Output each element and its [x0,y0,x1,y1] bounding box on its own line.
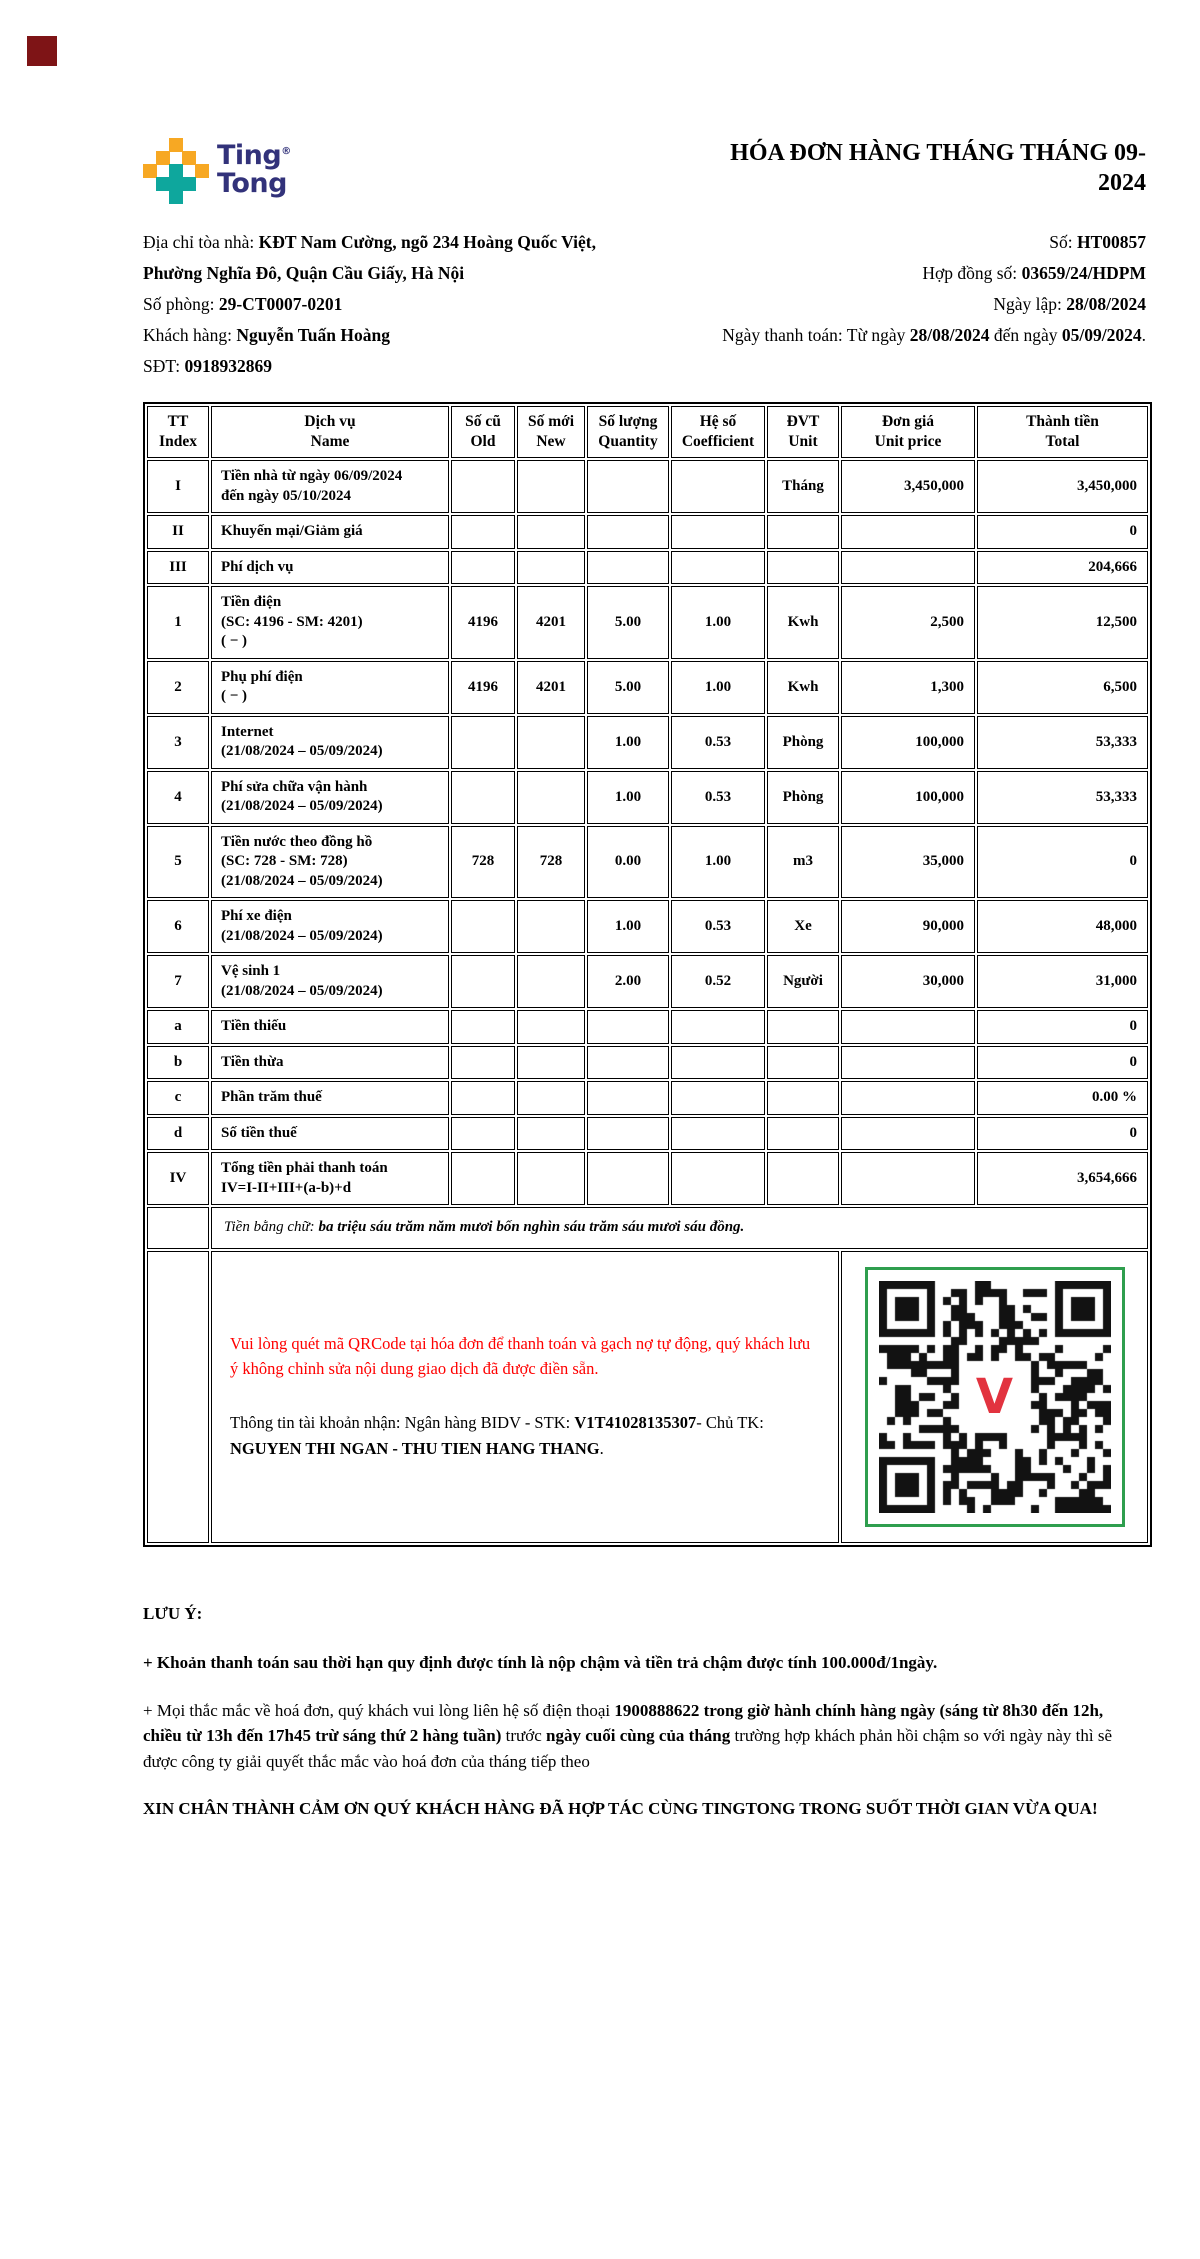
total-cell: 0 [977,1117,1148,1151]
tingtong-logo-icon [143,138,208,203]
total-cell: 6,500 [977,661,1148,714]
coefficient-cell [671,515,765,549]
quantity-cell: 0.00 [587,826,669,899]
table-row [147,771,1148,824]
table-row [147,515,1148,549]
total-cell: 0 [977,1046,1148,1080]
row-index-cell: II [147,515,209,549]
text-segment: . [1141,325,1146,345]
info-left-column [143,227,596,382]
old-reading-cell [451,1117,515,1151]
text-segment: SĐT: [143,356,185,376]
unit-price-cell: 90,000 [841,900,975,953]
text-segment: . [599,1438,604,1458]
thank-you-line: XIN CHÂN THÀNH CẢM ƠN QUÝ KHÁCH HÀNG ĐÃ HỢP TÁC CÙNG TINGTONG TRONG SUỐT THỜI GIAN VỪA QUA! [143,1799,1098,1819]
invoice-header [143,138,1146,203]
new-reading-cell: 728 [517,826,585,899]
col-header-total: Thành tiền Total [977,406,1148,458]
logo-pixel [156,177,170,191]
qr-code-cell [841,1251,1148,1543]
table-row [147,1117,1148,1151]
logo-pixel [156,151,170,165]
wordmark-line1: Ting [217,140,282,171]
text-segment: Thông tin tài khoản nhận: Ngân hàng BIDV - STK: [230,1412,575,1432]
quantity-cell [587,551,669,585]
service-name-line: đến ngày 05/10/2024 [221,487,352,504]
service-name-line: Tiền nước theo đồng hồ [221,833,373,850]
table-row [147,1152,1148,1205]
unit-cell [767,1046,839,1080]
table-row [147,716,1148,769]
old-reading-cell [451,1046,515,1080]
row-index-cell: 1 [147,586,209,659]
col-header-index: TT Index [147,406,209,458]
new-reading-cell [517,1152,585,1205]
col-header-name: Dịch vụ Name [211,406,449,458]
total-cell: 31,000 [977,955,1148,1008]
text-segment: 29-CT0007-0201 [218,294,343,314]
wordmark-line2: Tong [217,168,287,199]
total-cell: 3,654,666 [977,1152,1148,1205]
service-name-line: Phí xe điện [221,908,292,925]
text-segment: Địa chỉ tòa nhà: [143,232,259,252]
coefficient-cell [671,1117,765,1151]
coefficient-cell [671,1010,765,1044]
total-cell: 0 [977,1010,1148,1044]
phone-line [143,351,596,382]
row-index-cell: 2 [147,661,209,714]
invoice-table-footer [147,1207,1148,1543]
invoice-table-head [147,406,1148,458]
invoice-content [143,0,1146,1844]
invoice-number-line [722,227,1146,258]
total-cell: 0 [977,826,1148,899]
unit-price-cell [841,1046,975,1080]
corner-marker [27,36,57,66]
text-segment: + Mọi thắc mắc về hoá đơn, quý khách vui lòng liên hệ số điện thoại [143,1700,615,1720]
service-name-line: Phí sửa chữa vận hành [221,778,368,795]
row-index-cell: 7 [147,955,209,1008]
service-name-line: Phí dịch vụ [221,558,294,575]
customer-name-line [143,320,596,351]
payment-date-line [722,320,1146,351]
unit-price-cell [841,1152,975,1205]
unit-cell [767,1010,839,1044]
table-row [147,661,1148,714]
service-name-line: Tiền thừa [221,1053,284,1070]
coefficient-cell [671,1046,765,1080]
unit-price-cell [841,515,975,549]
text-segment: 03659/24/HDPM [1021,263,1146,283]
vietqr-heart-icon: V [975,1368,1014,1425]
service-name-cell [211,460,449,513]
quantity-cell [587,1081,669,1115]
quantity-cell [587,1152,669,1205]
new-reading-cell [517,955,585,1008]
coefficient-cell: 0.53 [671,771,765,824]
new-reading-cell: 4201 [517,661,585,714]
text-segment: đến ngày [989,325,1062,345]
service-name-line: (21/08/2024 – 05/09/2024) [221,927,383,944]
unit-price-cell: 100,000 [841,771,975,824]
unit-cell: m3 [767,826,839,899]
service-name-line: Phần trăm thuế [221,1089,322,1106]
service-name-line: Internet [221,723,274,740]
row-index-cell: 6 [147,900,209,953]
building-address-line2 [143,258,596,289]
row-index-cell: d [147,1117,209,1151]
service-name-cell [211,1152,449,1205]
col-header-old: Số cũ Old [451,406,515,458]
table-row [147,586,1148,659]
coefficient-cell: 0.52 [671,955,765,1008]
old-reading-cell [451,551,515,585]
qr-code [865,1267,1125,1527]
text-segment: HT00857 [1076,232,1146,252]
qr-row [147,1251,1148,1543]
quantity-cell [587,1010,669,1044]
service-name-line: (21/08/2024 – 05/09/2024) [221,872,383,889]
row-index-cell: 5 [147,826,209,899]
qr-payment-warning: Vui lòng quét mã QRCode tại hóa đơn để thanh toán và gạch nợ tự động, quý khách lưu ý không chỉnh sửa nội dung giao dịch đã được điền sẵn. [230,1334,811,1379]
unit-price-cell [841,1117,975,1151]
coefficient-cell: 0.53 [671,716,765,769]
logo-pixel [169,138,183,152]
quantity-cell: 1.00 [587,716,669,769]
service-name-line: Vệ sinh 1 [221,963,281,980]
service-name-cell [211,661,449,714]
old-reading-cell [451,716,515,769]
table-row [147,1010,1148,1044]
col-header-quantity: Số lượng Quantity [587,406,669,458]
new-reading-cell [517,1046,585,1080]
service-name-cell [211,716,449,769]
service-name-line: ( − ) [221,688,248,705]
row-index-cell: IV [147,1152,209,1205]
text-segment: V1T41028135307 [574,1412,697,1432]
info-right-column [722,227,1146,382]
table-row [147,826,1148,899]
coefficient-cell: 1.00 [671,826,765,899]
table-row [147,955,1148,1008]
unit-price-cell [841,551,975,585]
service-name-line: IV=I-II+III+(a-b)+d [221,1179,352,1196]
coefficient-cell: 0.53 [671,900,765,953]
registered-mark: ® [281,146,291,157]
text-segment: Số phòng: [143,294,219,314]
tingtong-logo [143,138,291,203]
service-name-line: Tiền thiếu [221,1018,287,1035]
note-late-payment [143,1650,1146,1676]
service-name-line: (21/08/2024 – 05/09/2024) [221,798,383,815]
old-reading-cell [451,955,515,1008]
col-header-coefficient: Hệ số Coefficient [671,406,765,458]
unit-price-cell: 30,000 [841,955,975,1008]
unit-price-cell: 35,000 [841,826,975,899]
quantity-cell: 1.00 [587,771,669,824]
bank-account-info [230,1410,820,1461]
unit-price-cell [841,1010,975,1044]
text-segment: Nguyễn Tuấn Hoàng [236,325,390,345]
old-reading-cell [451,900,515,953]
building-address-line1 [143,227,596,258]
new-reading-cell [517,771,585,824]
text-segment: 0918932869 [184,356,272,376]
unit-price-cell: 100,000 [841,716,975,769]
service-name-line: Tổng tiền phải thanh toán [221,1160,388,1177]
total-cell: 3,450,000 [977,460,1148,513]
footer-notes [143,1601,1146,1822]
text-segment: trường hợp khách phản hồi chậm so với ngày này thì sẽ được công ty giải quyết thắc mắc vào hoá đơn của tháng tiếp theo [143,1726,1113,1771]
text-segment: 05/09/2024 [1061,325,1142,345]
text-segment: Khách hàng: [143,325,237,345]
amount-in-words-cell [211,1207,1148,1249]
coefficient-cell [671,1152,765,1205]
row-index-cell: III [147,551,209,585]
unit-cell: Kwh [767,661,839,714]
coefficient-cell [671,1081,765,1115]
text-segment: Ngày thanh toán: Từ ngày [722,325,910,345]
empty-cell [147,1251,209,1543]
coefficient-cell [671,460,765,513]
logo-pixel [195,164,209,178]
row-index-cell: 4 [147,771,209,824]
unit-cell: Tháng [767,460,839,513]
new-reading-cell [517,460,585,513]
invoice-info [143,227,1146,382]
new-reading-cell [517,900,585,953]
tingtong-wordmark [217,138,291,198]
room-number-line [143,289,596,320]
quantity-cell [587,1046,669,1080]
text-segment: NGUYEN THI NGAN - THU TIEN HANG THANG [230,1438,600,1458]
service-name-cell [211,515,449,549]
old-reading-cell: 728 [451,826,515,899]
table-row [147,1081,1148,1115]
text-segment: KĐT Nam Cường, ngõ 234 Hoàng Quốc Việt, [258,232,596,252]
unit-cell [767,1152,839,1205]
page-title-line2: 2024 [1098,170,1146,196]
unit-cell: Kwh [767,586,839,659]
new-reading-cell [517,1117,585,1151]
unit-price-cell: 2,500 [841,586,975,659]
row-index-cell: b [147,1046,209,1080]
service-name-cell [211,771,449,824]
unit-cell: Xe [767,900,839,953]
old-reading-cell [451,1152,515,1205]
text-segment: Ngày lập: [993,294,1067,314]
service-name-cell [211,586,449,659]
service-name-line: Tiền điện [221,594,282,611]
service-name-line: (SC: 4196 - SM: 4201) [221,613,363,630]
logo-pixel [182,177,196,191]
table-row [147,460,1148,513]
qr-center-logo [967,1369,1023,1425]
row-index-cell: c [147,1081,209,1115]
page-title-line1: HÓA ĐƠN HÀNG THÁNG THÁNG 09- [730,140,1146,166]
text-segment: Số: [1049,232,1077,252]
logo-pixel [169,164,183,178]
issue-date-line [722,289,1146,320]
old-reading-cell [451,1081,515,1115]
unit-cell [767,1117,839,1151]
text-segment: 1900888622 trong giờ hành chính hàng ngày (sáng từ 8h30 đến 12h, chiều từ 13h đến 17h45 trừ sáng thứ 2 hàng tuần) [143,1700,1104,1746]
unit-price-cell: 3,450,000 [841,460,975,513]
service-name-line: Số tiền thuế [221,1124,297,1141]
text-segment: 28/08/2024 [909,325,990,345]
service-name-line: Tiền nhà từ ngày 06/09/2024 [221,468,403,485]
old-reading-cell [451,771,515,824]
text-segment: - Chủ TK: [696,1412,764,1432]
service-name-line: Phụ phí điện [221,668,303,685]
invoice-table-body [147,460,1148,1205]
service-name-cell [211,1081,449,1115]
service-name-cell [211,900,449,953]
text-segment: Phường Nghĩa Đô, Quận Cầu Giấy, Hà Nội [143,263,465,283]
service-name-line: (21/08/2024 – 05/09/2024) [221,982,383,999]
unit-cell [767,1081,839,1115]
service-name-line: ( − ) [221,633,248,650]
new-reading-cell: 4201 [517,586,585,659]
col-header-unit: ĐVT Unit [767,406,839,458]
contract-number-line [722,258,1146,289]
header-row [147,406,1148,458]
amount-in-words-value: ba triệu sáu trăm năm mươi bốn nghìn sáu trăm sáu mươi sáu đồng. [318,1219,745,1236]
empty-cell [147,1207,209,1249]
coefficient-cell [671,551,765,585]
quantity-cell [587,1117,669,1151]
old-reading-cell [451,1010,515,1044]
service-name-cell [211,1117,449,1151]
service-name-cell [211,826,449,899]
old-reading-cell: 4196 [451,661,515,714]
logo-pixel [182,151,196,165]
invoice-table [143,402,1152,1547]
total-cell: 53,333 [977,771,1148,824]
amount-in-words-row [147,1207,1148,1249]
unit-cell [767,551,839,585]
unit-price-cell: 1,300 [841,661,975,714]
table-row [147,1046,1148,1080]
unit-cell [767,515,839,549]
old-reading-cell [451,515,515,549]
text-segment: 28/08/2024 [1066,294,1146,314]
text-segment: trước [501,1726,547,1746]
quantity-cell [587,515,669,549]
text-segment: Hợp đồng số: [922,263,1022,283]
total-cell: 48,000 [977,900,1148,953]
total-cell: 0.00 % [977,1081,1148,1115]
logo-pixel [169,177,183,191]
service-name-cell [211,1046,449,1080]
amount-in-words-label: Tiền bằng chữ: [224,1219,319,1236]
unit-cell: Phòng [767,716,839,769]
new-reading-cell [517,1081,585,1115]
notes-title: LƯU Ý: [143,1603,203,1623]
new-reading-cell [517,716,585,769]
service-name-cell [211,1010,449,1044]
quantity-cell: 2.00 [587,955,669,1008]
total-cell: 53,333 [977,716,1148,769]
logo-pixel [169,190,183,204]
total-cell: 204,666 [977,551,1148,585]
unit-cell: Phòng [767,771,839,824]
row-index-cell: 3 [147,716,209,769]
service-name-cell [211,551,449,585]
quantity-cell [587,460,669,513]
coefficient-cell: 1.00 [671,586,765,659]
quantity-cell: 5.00 [587,586,669,659]
col-header-new: Số mới New [517,406,585,458]
table-row [147,551,1148,585]
text-segment: ngày cuối cùng của tháng [546,1726,731,1746]
qr-instructions-cell [211,1251,839,1543]
total-cell: 12,500 [977,586,1148,659]
page-title [626,138,1146,198]
note-hotline [143,1698,1146,1775]
quantity-cell: 1.00 [587,900,669,953]
quantity-cell: 5.00 [587,661,669,714]
total-cell: 0 [977,515,1148,549]
logo-pixel [143,164,157,178]
old-reading-cell: 4196 [451,586,515,659]
row-index-cell: a [147,1010,209,1044]
new-reading-cell [517,551,585,585]
new-reading-cell [517,515,585,549]
service-name-line: (SC: 728 - SM: 728) [221,853,348,870]
table-row [147,900,1148,953]
col-header-unit-price: Đơn giá Unit price [841,406,975,458]
unit-price-cell [841,1081,975,1115]
coefficient-cell: 1.00 [671,661,765,714]
service-name-cell [211,955,449,1008]
service-name-line: (21/08/2024 – 05/09/2024) [221,743,383,760]
row-index-cell: I [147,460,209,513]
old-reading-cell [451,460,515,513]
new-reading-cell [517,1010,585,1044]
text-segment: + Khoản thanh toán sau thời hạn quy định được tính là nộp chậm và tiền trả chậm được tính 100.000đ/1ngày. [143,1653,938,1673]
service-name-line: Khuyến mại/Giảm giá [221,523,363,540]
unit-cell: Người [767,955,839,1008]
